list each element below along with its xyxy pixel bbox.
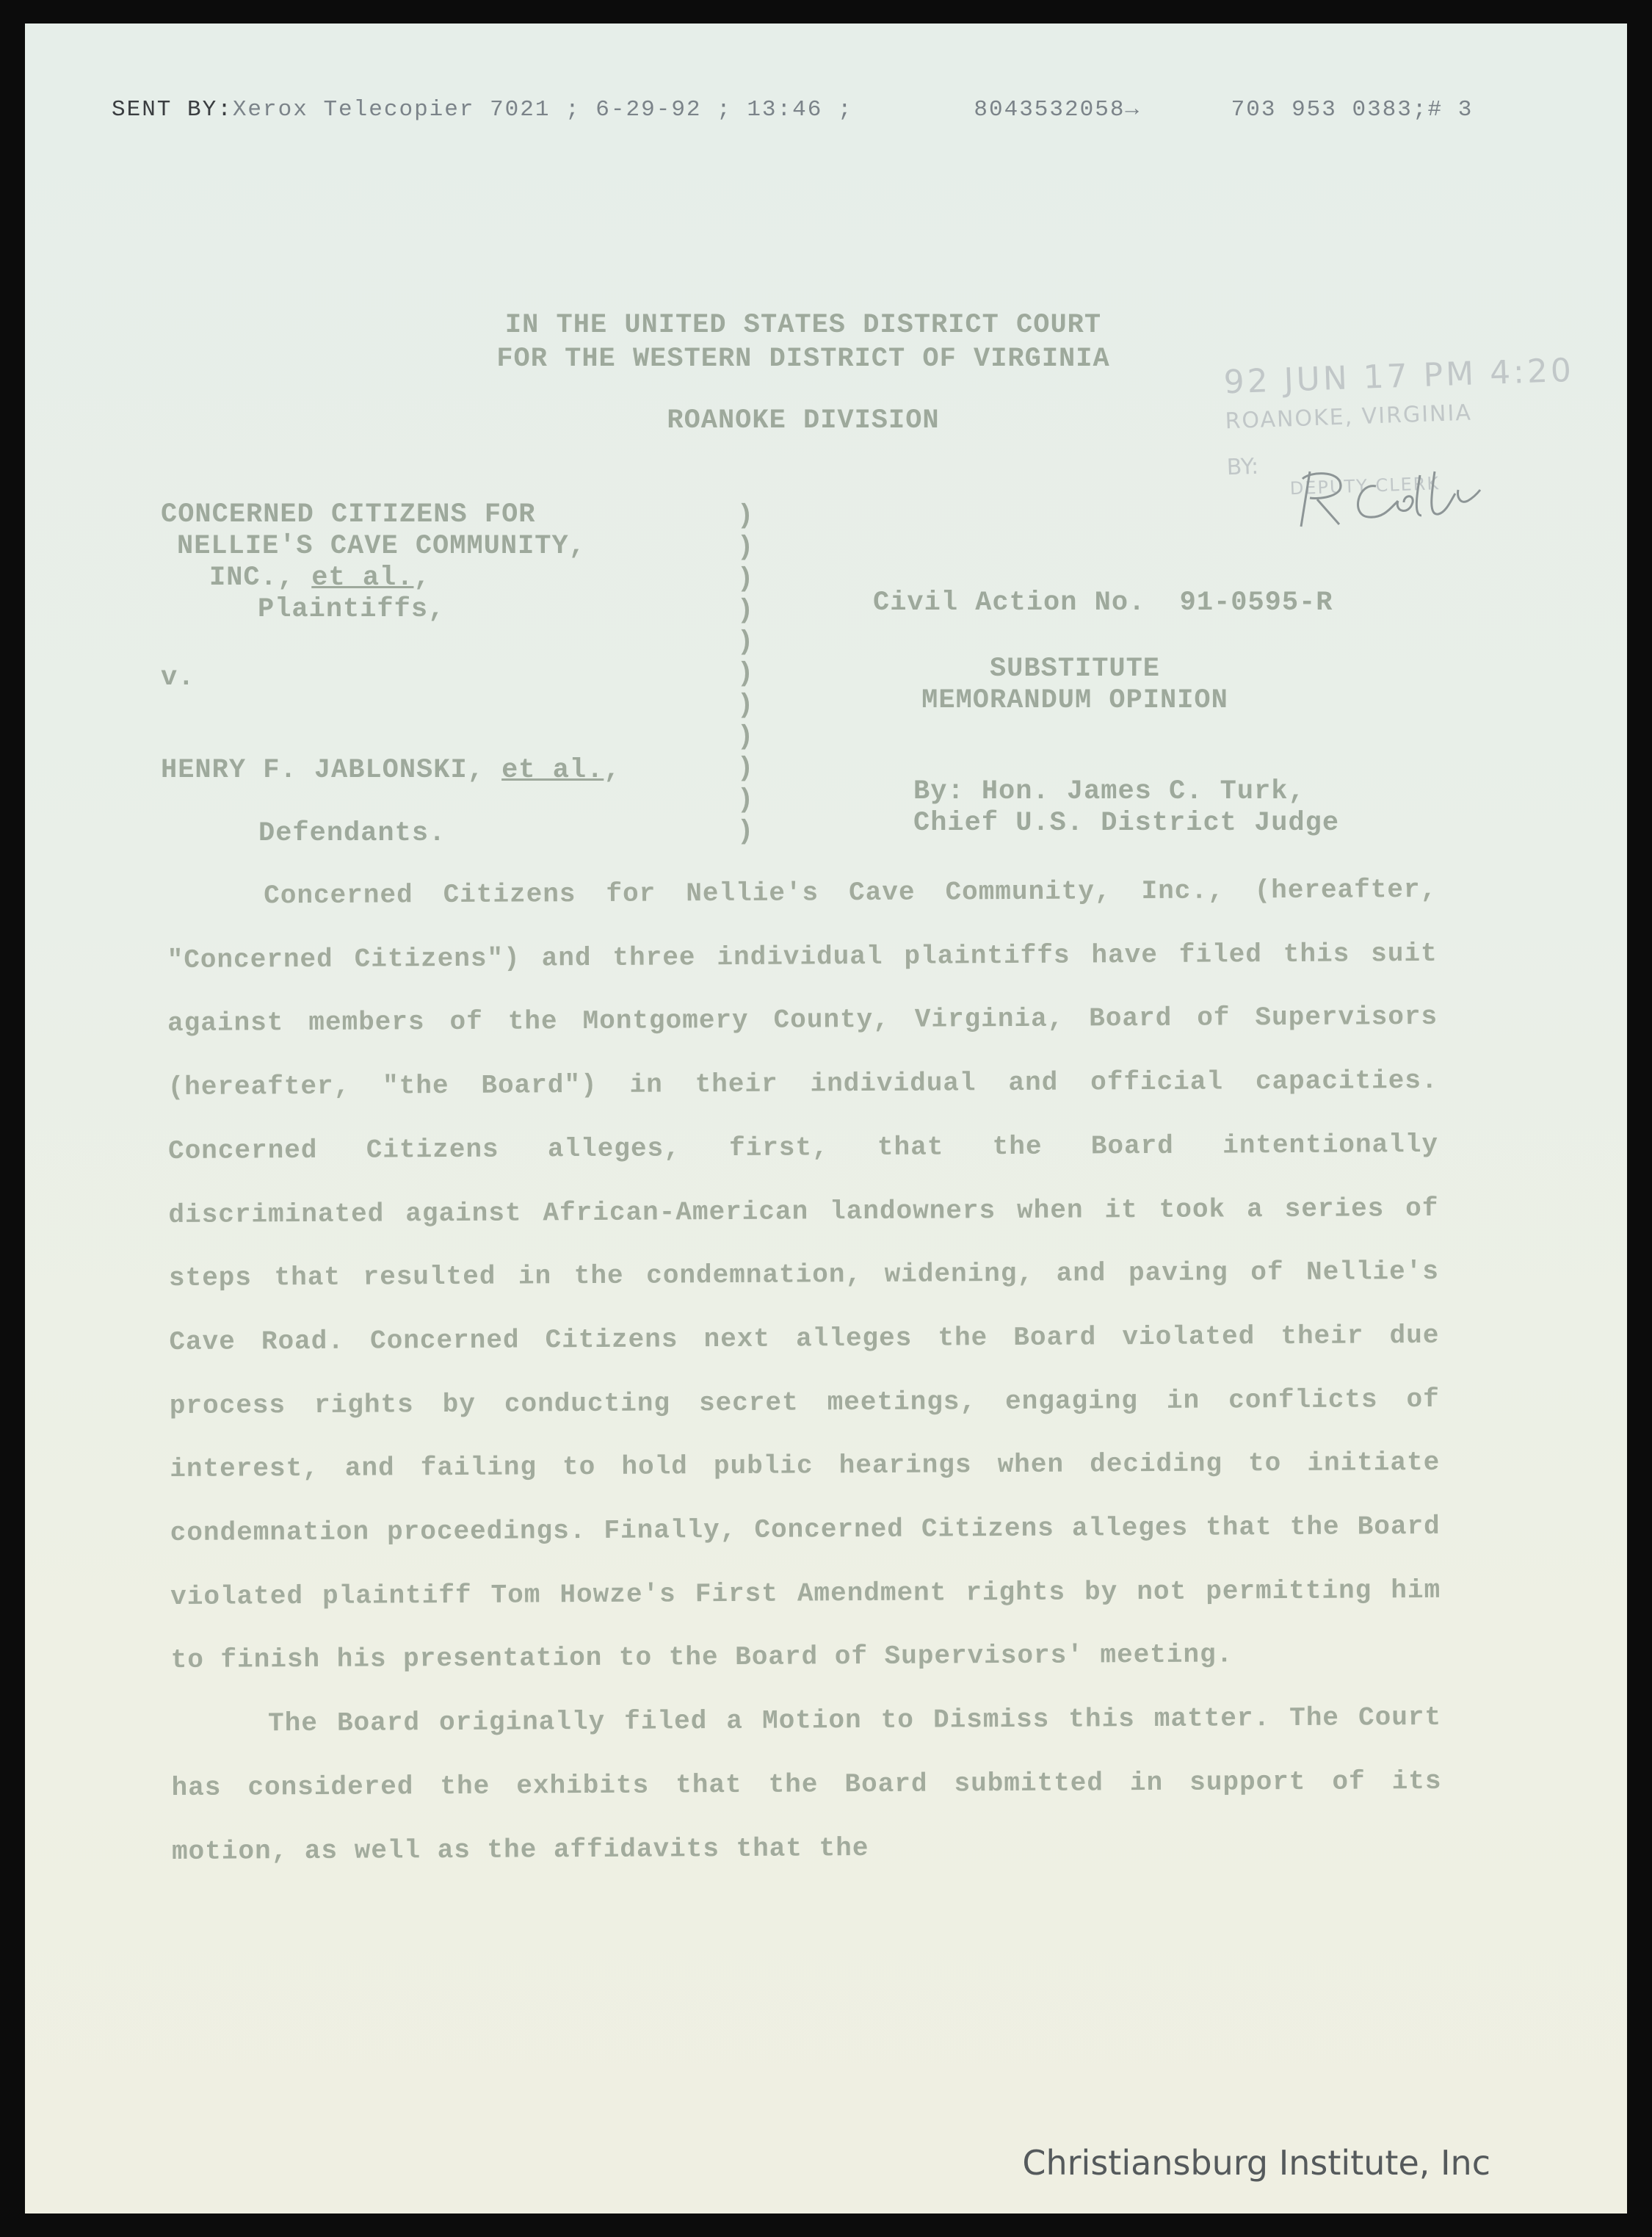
plaintiff-line3-suffix: , — [413, 563, 431, 593]
defendant-name — [161, 755, 621, 786]
judge-attribution — [913, 776, 1339, 839]
civil-action-number: Civil Action No. 91-0595-R — [873, 588, 1333, 618]
court-title — [370, 308, 1236, 376]
stamp-date: 92 JUN 17 PM 4:20 — [1222, 351, 1575, 402]
opinion-paragraph-1: Concerned Citizens for Nellie's Cave Community, Inc., (hereafter, "Concerned Citizens") and three individual plaintiffs have filed this suit against members of the Montgomery County, Virginia, Board of Supervisors (hereafter, "the Board") in their individual and official capacities. Concerned Citizens alleges, first, that the Board intentionally discriminated against African-American landowners when it took a series of steps that resulted in the condemnation, widening, and paving of Nellie's Cave Road. Concerned Citizens next alleges the Board violated their due process rights by conducting secret meetings, engaging in conflicts of interest, and failing to hold public hearings when deciding to initiate condemnation proceedings. Finally, Concerned Citizens alleges that the Board violated plaintiff Tom Howze's First Amendment rights by not permitting him to finish his presentation to the Board of Supervisors' meeting. — [167, 874, 1441, 1676]
court-title-line1: IN THE UNITED STATES DISTRICT COURT — [504, 310, 1102, 341]
fax-from-number: 8043532058→ — [974, 97, 1141, 123]
court-title-line2: FOR THE WESTERN DISTRICT OF VIRGINIA — [496, 344, 1110, 375]
defendant-et-al: et al. — [501, 755, 604, 786]
document-page — [25, 24, 1627, 2213]
judge-line1: By: Hon. James C. Turk, — [913, 776, 1305, 807]
fax-sent-by-label: SENT BY: — [112, 97, 233, 123]
plaintiff-caption — [161, 499, 586, 626]
fax-transmission-header — [112, 97, 1473, 123]
opinion-paragraph-2: The Board originally filed a Motion to Dismiss this matter. The Court has considered the exhibits that the Board submitted in support of its motion, as well as the affidavits that the — [171, 1702, 1442, 1867]
opinion-body — [167, 859, 1442, 1884]
plaintiff-line2: NELLIE'S CAVE COMMUNITY, — [177, 531, 586, 562]
document-title — [847, 654, 1303, 717]
plaintiff-line3 — [161, 563, 586, 594]
plaintiff-line1: CONCERNED CITIZENS FOR — [161, 499, 536, 530]
stamp-by-label: BY: — [1226, 453, 1259, 481]
clerk-signature — [1288, 457, 1486, 538]
archive-watermark: Christiansburg Institute, Inc — [1022, 2143, 1490, 2183]
stamp-deputy-label: DEPUTY CLERK — [1289, 473, 1441, 499]
document-title-line1: SUBSTITUTE — [989, 654, 1161, 684]
plaintiffs-label: Plaintiffs, — [258, 594, 446, 625]
fax-to-number: 703 953 0383;# 3 — [1231, 97, 1474, 123]
defendant-prefix: HENRY F. JABLONSKI, — [161, 755, 502, 786]
caption-brackets: ) ) ) ) ) ) ) ) ) ) ) — [737, 501, 755, 848]
fax-device-info: Xerox Telecopier 7021 ; 6-29-92 ; 13:46 ; — [232, 97, 853, 123]
defendants-label: Defendants. — [258, 818, 446, 849]
defendant-suffix: , — [604, 755, 621, 786]
judge-line2: Chief U.S. District Judge — [913, 808, 1340, 839]
plaintiff-et-al: et al. — [311, 563, 414, 593]
document-title-line2: MEMORANDUM OPINION — [921, 685, 1228, 716]
plaintiff-line3-prefix: INC., — [209, 563, 312, 593]
stamp-office: ROANOKE, VIRGINIA — [1225, 400, 1473, 435]
versus-label: v. — [161, 662, 195, 693]
court-division: ROANOKE DIVISION — [667, 405, 940, 436]
